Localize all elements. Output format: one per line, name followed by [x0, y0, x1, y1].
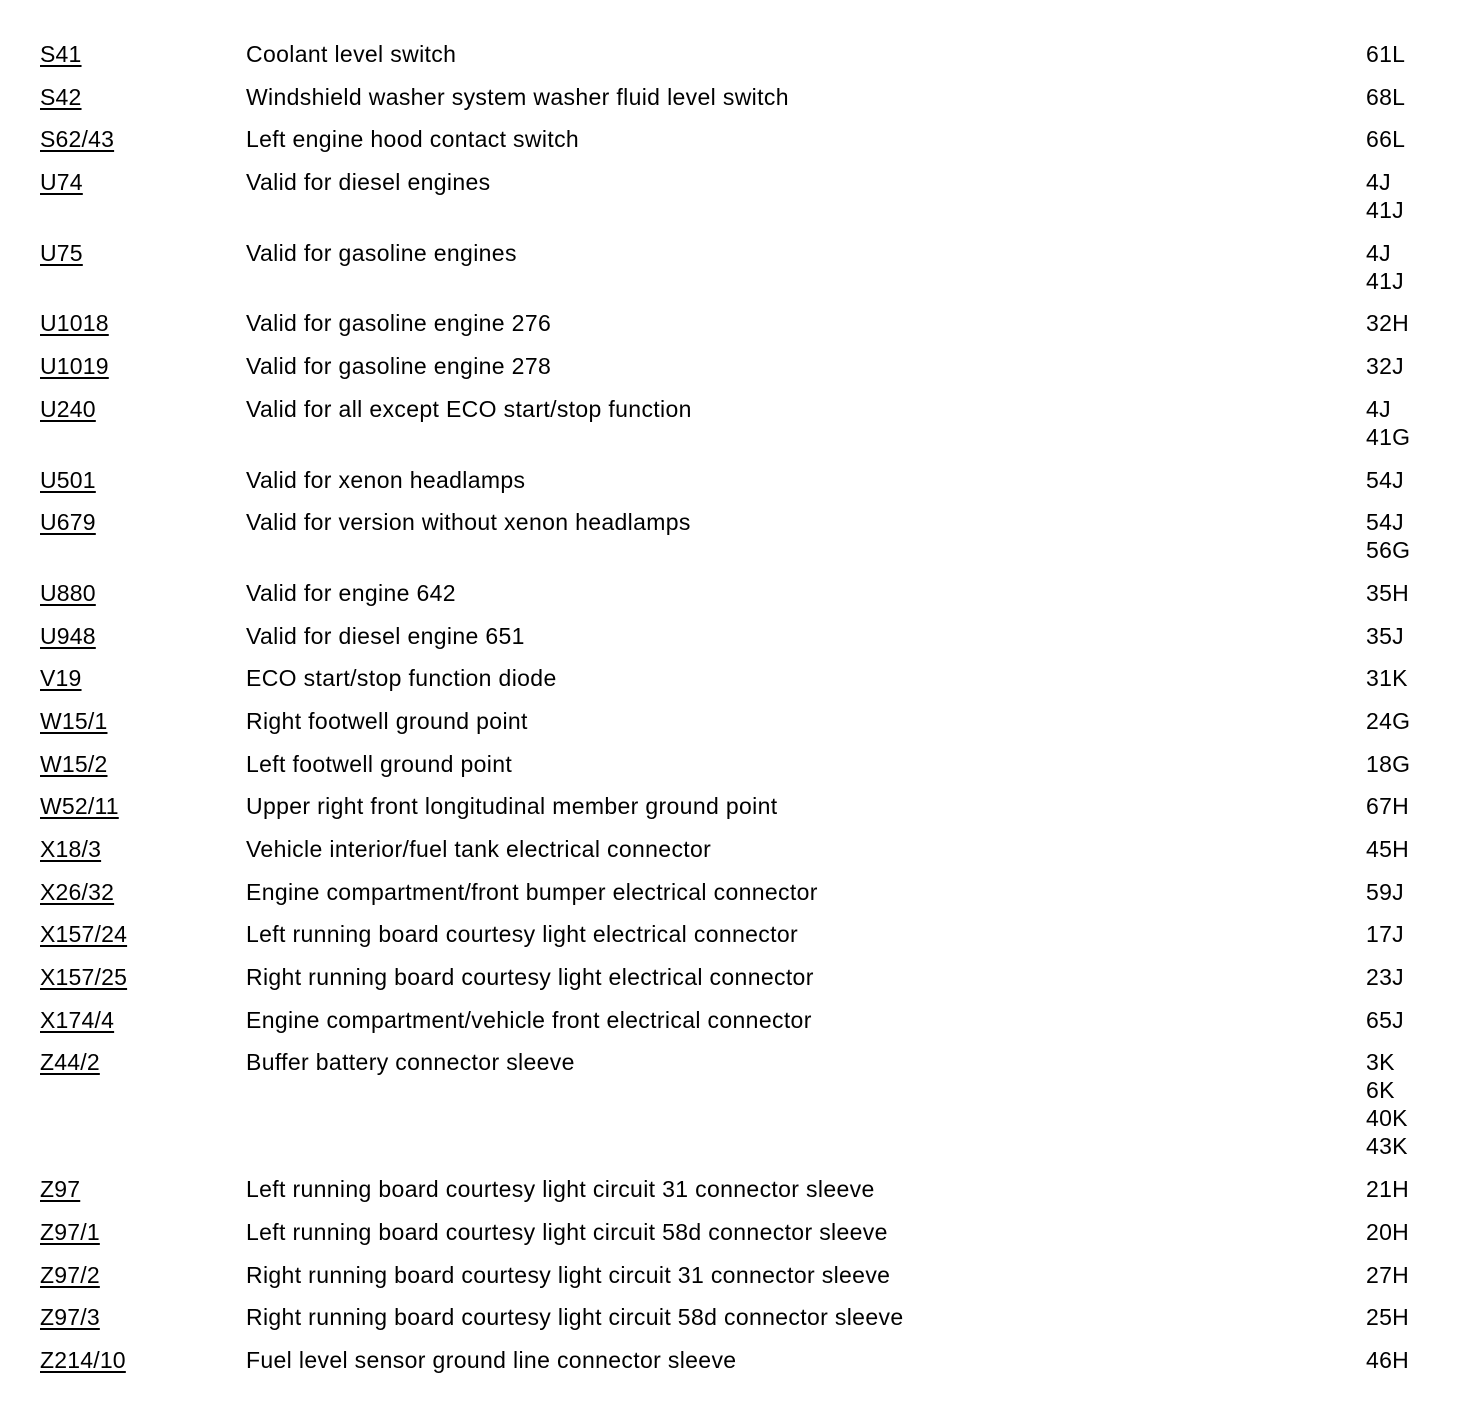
component-code-link[interactable]: U74 [40, 169, 83, 196]
component-legend-table [40, 40, 1432, 1389]
grid-coordinate: 46H [1366, 1346, 1410, 1373]
legend-row [40, 168, 1432, 224]
grid-coordinates [1366, 664, 1408, 692]
component-description: Valid for gasoline engine 276 [246, 310, 552, 337]
component-description: Right footwell ground point [246, 707, 528, 734]
grid-coordinates [1366, 878, 1404, 906]
component-code-link[interactable]: U240 [40, 395, 96, 422]
component-description: Valid for gasoline engine 278 [246, 353, 552, 380]
component-description: Left running board courtesy light electrical connector [246, 921, 799, 948]
legend-row [40, 1303, 1432, 1331]
component-code-link[interactable]: Z214/10 [40, 1346, 126, 1373]
grid-coordinate: 68L [1366, 83, 1406, 110]
grid-coordinates [1366, 1303, 1409, 1331]
component-description: Right running board courtesy light electrical connector [246, 964, 814, 991]
component-description: Engine compartment/vehicle front electrical connector [246, 1006, 812, 1033]
legend-row [40, 1218, 1432, 1246]
component-code-link[interactable]: X18/3 [40, 836, 102, 862]
component-code-link[interactable]: U880 [40, 579, 96, 606]
component-code-link[interactable]: Z97 [40, 1176, 81, 1203]
component-code-link[interactable]: U679 [40, 509, 96, 536]
grid-coordinate: 27H [1366, 1261, 1410, 1288]
grid-coordinates [1366, 792, 1409, 820]
grid-coordinates [1366, 963, 1404, 991]
grid-coordinate: 32H [1366, 310, 1410, 337]
grid-coordinates [1366, 125, 1405, 153]
legend-row [40, 792, 1432, 820]
grid-coordinate: 6K [1366, 1077, 1395, 1104]
grid-coordinates [1366, 1346, 1409, 1374]
component-code-link[interactable]: W15/2 [40, 750, 108, 777]
grid-coordinates [1366, 579, 1409, 607]
component-description: Valid for all except ECO start/stop function [246, 395, 692, 422]
grid-coordinate: 35J [1366, 622, 1404, 649]
component-code-link[interactable]: V19 [40, 665, 82, 692]
grid-coordinates [1366, 1261, 1409, 1289]
grid-coordinate: 41J [1366, 267, 1404, 294]
grid-coordinates [1366, 83, 1405, 111]
component-description: Valid for xenon headlamps [246, 466, 526, 493]
grid-coordinates [1366, 352, 1404, 380]
grid-coordinates [1366, 622, 1404, 650]
legend-row [40, 750, 1432, 778]
component-code-link[interactable]: X157/25 [40, 964, 128, 991]
legend-row [40, 83, 1432, 111]
grid-coordinates [1366, 40, 1405, 68]
grid-coordinate: 43K [1366, 1133, 1408, 1160]
component-description: Right running board courtesy light circuit 58d connector sleeve [246, 1304, 904, 1331]
component-description: Vehicle interior/fuel tank electrical connector [246, 836, 712, 862]
grid-coordinate: 31K [1366, 665, 1408, 692]
component-description: Valid for diesel engine 651 [246, 622, 525, 649]
component-code-link[interactable]: W15/1 [40, 707, 108, 734]
component-description: Valid for diesel engines [246, 169, 491, 196]
grid-coordinate: 54J [1366, 466, 1404, 493]
grid-coordinates [1366, 1006, 1404, 1034]
component-description: Buffer battery connector sleeve [246, 1049, 575, 1076]
legend-row [40, 1048, 1432, 1160]
grid-coordinate: 40K [1366, 1105, 1408, 1132]
grid-coordinates [1366, 1218, 1409, 1246]
grid-coordinate: 18G [1366, 750, 1411, 777]
component-code-link[interactable]: U1018 [40, 310, 109, 337]
component-code-link[interactable]: X26/32 [40, 878, 115, 905]
legend-row [40, 239, 1432, 295]
grid-coordinate: 59J [1366, 878, 1404, 905]
grid-coordinate: 54J [1366, 509, 1404, 536]
legend-row [40, 664, 1432, 692]
component-description: Valid for version without xenon headlamps [246, 509, 691, 536]
grid-coordinate: 17J [1366, 921, 1404, 948]
legend-row [40, 579, 1432, 607]
component-code-link[interactable]: Z97/3 [40, 1304, 100, 1331]
legend-row [40, 395, 1432, 451]
grid-coordinates [1366, 920, 1404, 948]
component-code-link[interactable]: S41 [40, 41, 82, 67]
grid-coordinate: 32J [1366, 353, 1404, 380]
legend-row [40, 352, 1432, 380]
legend-row [40, 878, 1432, 906]
component-code-link[interactable]: U1019 [40, 353, 109, 380]
legend-row [40, 309, 1432, 337]
grid-coordinate: 61L [1366, 41, 1406, 67]
legend-row [40, 466, 1432, 494]
grid-coordinate: 20H [1366, 1218, 1410, 1245]
grid-coordinate: 45H [1366, 836, 1410, 862]
component-description: Right running board courtesy light circuit 31 connector sleeve [246, 1261, 891, 1288]
legend-row [40, 835, 1432, 863]
legend-row [40, 707, 1432, 735]
component-description: Engine compartment/front bumper electrical connector [246, 878, 818, 905]
grid-coordinates [1366, 168, 1404, 224]
component-description: Left footwell ground point [246, 750, 513, 777]
component-description: Upper right front longitudinal member ground point [246, 793, 778, 820]
grid-coordinates [1366, 1175, 1409, 1203]
component-code-link[interactable]: U501 [40, 466, 96, 493]
grid-coordinate: 25H [1366, 1304, 1410, 1331]
grid-coordinates [1366, 466, 1404, 494]
component-code-link[interactable]: X157/24 [40, 921, 128, 948]
legend-row [40, 1261, 1432, 1289]
component-description: Left engine hood contact switch [246, 126, 580, 153]
component-description: Left running board courtesy light circuit 31 connector sleeve [246, 1176, 875, 1203]
legend-row [40, 125, 1432, 153]
component-description: Coolant level switch [246, 41, 457, 67]
component-code-link[interactable]: U75 [40, 239, 83, 266]
legend-row [40, 40, 1432, 68]
grid-coordinates [1366, 395, 1410, 451]
grid-coordinates [1366, 750, 1410, 778]
grid-coordinates [1366, 508, 1410, 564]
component-description: Fuel level sensor ground line connector sleeve [246, 1346, 737, 1373]
component-description: Valid for gasoline engines [246, 239, 517, 266]
legend-row [40, 508, 1432, 564]
grid-coordinate: 65J [1366, 1006, 1404, 1033]
grid-coordinate: 3K [1366, 1049, 1395, 1076]
grid-coordinates [1366, 1048, 1408, 1160]
grid-coordinate: 21H [1366, 1176, 1410, 1203]
component-description: Valid for engine 642 [246, 579, 456, 606]
component-description: ECO start/stop function diode [246, 665, 557, 692]
component-code-link[interactable]: U948 [40, 622, 96, 649]
component-code-link[interactable]: Z97/1 [40, 1218, 100, 1245]
grid-coordinate: 4J [1366, 239, 1391, 266]
component-code-link[interactable]: W52/11 [40, 793, 119, 820]
component-code-link[interactable]: X174/4 [40, 1006, 115, 1033]
grid-coordinate: 35H [1366, 579, 1410, 606]
component-code-link[interactable]: S62/43 [40, 126, 115, 153]
legend-row [40, 1175, 1432, 1203]
grid-coordinate: 4J [1366, 395, 1391, 422]
legend-row [40, 1346, 1432, 1374]
legend-row [40, 920, 1432, 948]
component-code-link[interactable]: S42 [40, 83, 82, 110]
grid-coordinate: 41J [1366, 197, 1404, 224]
grid-coordinate: 24G [1366, 707, 1411, 734]
component-description: Left running board courtesy light circuit 58d connector sleeve [246, 1218, 888, 1245]
grid-coordinate: 56G [1366, 537, 1411, 564]
grid-coordinate: 4J [1366, 169, 1391, 196]
grid-coordinates [1366, 707, 1410, 735]
grid-coordinate: 41G [1366, 423, 1411, 450]
component-code-link[interactable]: Z44/2 [40, 1049, 100, 1076]
grid-coordinate: 66L [1366, 126, 1406, 153]
legend-row [40, 963, 1432, 991]
grid-coordinate: 23J [1366, 964, 1404, 991]
grid-coordinate: 67H [1366, 793, 1410, 820]
grid-coordinates [1366, 239, 1404, 295]
grid-coordinates [1366, 309, 1409, 337]
component-description: Windshield washer system washer fluid level switch [246, 83, 789, 110]
component-code-link[interactable]: Z97/2 [40, 1261, 100, 1288]
legend-row [40, 1006, 1432, 1034]
grid-coordinates [1366, 835, 1409, 863]
legend-row [40, 622, 1432, 650]
